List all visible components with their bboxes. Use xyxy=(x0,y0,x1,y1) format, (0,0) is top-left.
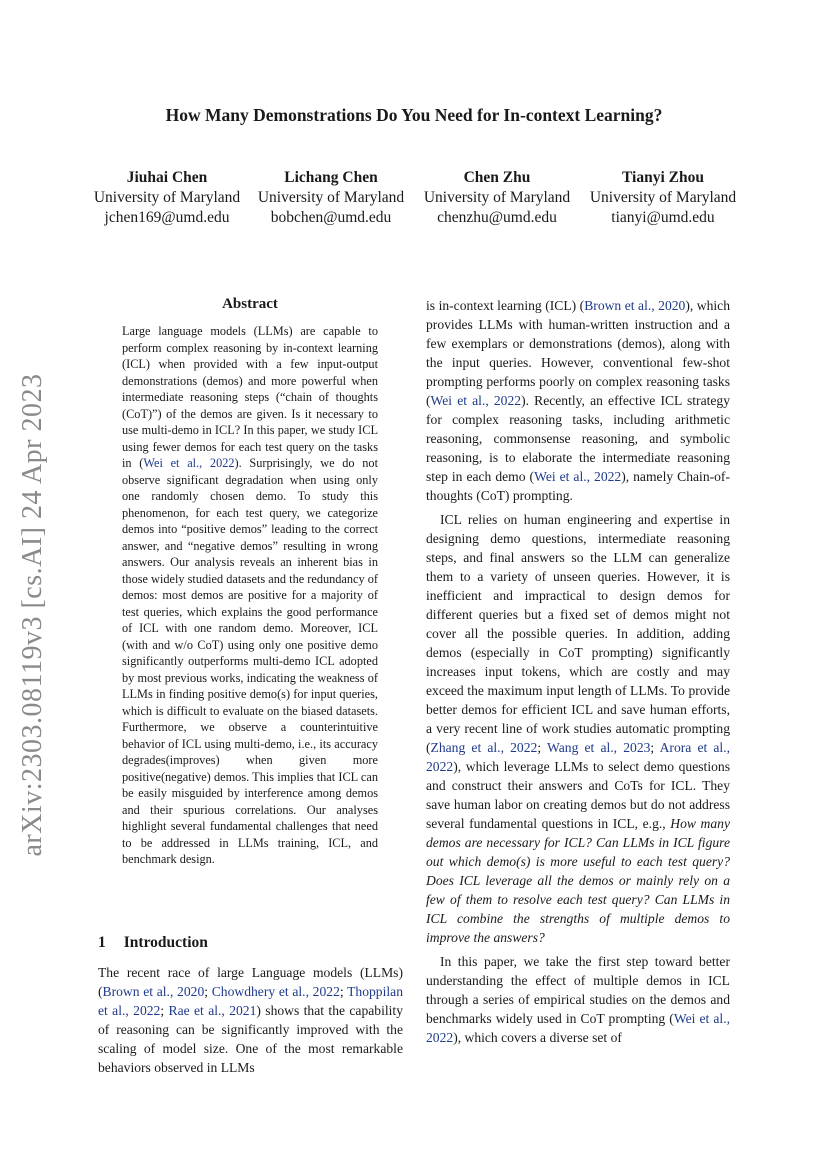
arxiv-identifier: arXiv:2303.08119v3 [cs.AI] 24 Apr 2023 xyxy=(17,373,48,857)
abstract-text-part: Large language models (LLMs) are capable to perform complex reasoning by in-context learning (ICL) when provided with a few input-output demonstrations (demos) and more powerful when intermediate reasoning steps (“chain of thoughts (CoT)”) of the demos are given. Is it necessary to use multi-demo in ICL? In this paper, we study ICL using fewer demos for each test query on the tasks in ( xyxy=(122,324,378,470)
author-email: chenzhu@umd.edu xyxy=(437,209,557,226)
section-number: 1 xyxy=(98,934,106,951)
intro-paragraph xyxy=(98,963,403,1077)
citation-link[interactable]: Wei et al., 2022 xyxy=(143,456,235,470)
author-name: Tianyi Zhou xyxy=(622,169,704,186)
author-affiliation: University of Maryland xyxy=(589,189,737,206)
author-name: Lichang Chen xyxy=(284,169,378,186)
body-paragraph xyxy=(426,952,730,1047)
body-text: ; xyxy=(160,1003,169,1018)
body-text: In this paper, we take the first step toward better understanding the effect of multiple demos in ICL through a series of empirical studies on the demos and benchmarks widely used in CoT prompting ( xyxy=(426,954,730,1026)
citation-link[interactable]: Wei et al., 2022 xyxy=(430,393,522,408)
citation-link[interactable]: Zhang et al., 2022 xyxy=(430,740,538,755)
body-text: is in-context learning (ICL) ( xyxy=(426,298,585,313)
author-name: Jiuhai Chen xyxy=(126,169,208,186)
body-text: ), namely Chain-of-thoughts (CoT) prompting. xyxy=(426,469,730,503)
author-affiliation: University of Maryland xyxy=(93,189,241,206)
body-text: ), which provides LLMs with human-written instruction and a few exemplars or demonstrations (demos), along with the input queries. However, conventional few-shot prompting performs poorly on complex reasoning tasks ( xyxy=(426,298,730,408)
body-text: ). Recently, an effective ICL strategy for complex reasoning tasks, including arithmetic reasoning, commonsense reasoning, and symbolic reasoning, is to elaborate the intermediate reasoning step in each demo ( xyxy=(426,393,731,484)
author-block xyxy=(252,168,410,228)
body-text: ; xyxy=(537,740,547,755)
author-block xyxy=(88,168,246,228)
author-email: bobchen@umd.edu xyxy=(270,209,392,226)
section-title: Introduction xyxy=(123,934,208,951)
body-text: ), which covers a diverse set of xyxy=(453,1030,622,1045)
citation-link[interactable]: Wei et al., 2022 xyxy=(426,1011,730,1045)
author-block xyxy=(584,168,742,228)
citation-link[interactable]: Brown et al., 2020 xyxy=(584,298,686,313)
section-heading-introduction xyxy=(98,934,208,952)
body-text: ; xyxy=(339,984,348,999)
citation-link[interactable]: Arora et al., 2022 xyxy=(426,740,731,774)
right-column xyxy=(426,296,730,1047)
body-text: ; xyxy=(204,984,212,999)
body-paragraph xyxy=(426,510,730,947)
abstract-text xyxy=(122,323,378,868)
abstract-text-part: ). Surprisingly, we do not observe significant degradation when using only one randomly chosen demo. To study this phenomenon, for each test query, we categorize demos into “positive demos” leading to the correct answer, and “negative demos” resulting in wrong answers. Our analysis reveals an inherent bias in those widely studied datasets and the redundancy of demos: most demos are positive for a majority of test queries, which explains the good performance of ICL with one random demo. Moreover, ICL (with and w/o CoT) using only one positive demo significantly outperforms multi-demo ICL adopted by most previous works, indicating the weakness of LLMs in finding positive demo(s) for input queries, which is difficult to evaluate on the biased datasets. Furthermore, we observe a counterintuitive behavior of ICL using multi-demo, i.e., its accuracy degrades(improves) when given more positive(negative) demos. This implies that ICL can be easily misguided by interference among demos and their spurious correlations. Our analyses highlight several fundamental challenges that need to be addressed in LLMs training, ICL, and benchmark design. xyxy=(122,456,378,866)
body-text: ) shows that the capability of reasoning can be significantly improved with the scaling of model size. One of the most remarkable behaviors observed in LLMs xyxy=(98,1003,403,1075)
author-name: Chen Zhu xyxy=(463,169,531,186)
citation-link[interactable]: Wei et al., 2022 xyxy=(534,469,622,484)
body-paragraph xyxy=(426,296,730,505)
paper-title: How Many Demonstrations Do You Need for In-context Learning? xyxy=(165,105,663,125)
citation-link[interactable]: Thoppilan et al., 2022 xyxy=(98,984,403,1018)
citation-link[interactable]: Brown et al., 2020 xyxy=(102,984,205,999)
author-email: jchen169@umd.edu xyxy=(104,209,230,226)
citation-link[interactable]: Chowdhery et al., 2022 xyxy=(211,984,340,999)
citation-link[interactable]: Wang et al., 2023 xyxy=(547,740,651,755)
author-email: tianyi@umd.edu xyxy=(611,209,715,226)
body-text: The recent race of large Language models (LLMs) ( xyxy=(98,965,403,999)
body-text: ; xyxy=(650,740,660,755)
author-affiliation: University of Maryland xyxy=(257,189,405,206)
author-block xyxy=(418,168,576,228)
abstract-heading: Abstract xyxy=(222,296,278,312)
body-text: ICL relies on human engineering and expertise in designing demo questions, intermediate reasoning steps, and final answers so the LLM can generalize them to a variety of unseen queries. However, it is inefficient and impractical to design demos for different queries but a fixed set of demos might not cover all the possible queries. In addition, adding demos (especially in CoT prompting) significantly increases input tokens, which are costly and may exceed the maximum input length of LLMs. To provide better demos for efficient ICL and save human efforts, a very recent line of work studies automatic prompting ( xyxy=(426,512,730,755)
citation-link[interactable]: Rae et al., 2021 xyxy=(168,1003,257,1018)
research-questions: How many demos are necessary for ICL? Can LLMs in ICL figure out which demo(s) is more useful to each test query? Does ICL leverage all the demos or mainly rely on a few of them to resolve each test query? Can LLMs in ICL combine the strengths of multiple demos to improve the answers? xyxy=(426,816,731,945)
body-text: ), which leverage LLMs to select demo questions and construct their answers and CoTs for ICL. They save human labor on creating demos but do not address several fundamental questions in ICL, e.g., xyxy=(426,759,730,831)
author-affiliation: University of Maryland xyxy=(423,189,571,206)
